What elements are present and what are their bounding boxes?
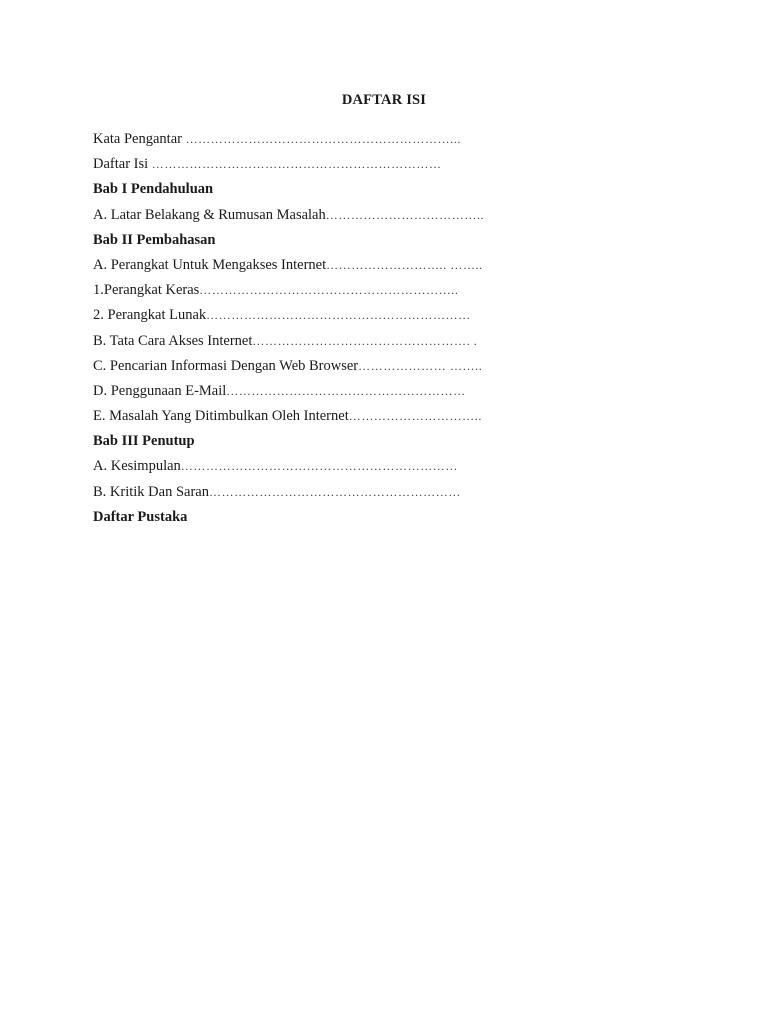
toc-leader: ……………………….. …….. [326,257,483,272]
toc-leader: ………………… …….. [358,358,483,373]
toc-chapter-bab-2 [93,230,553,255]
toc-leader: …………………………………………………………… [148,157,442,172]
toc-chapter-bab-3 [93,431,553,456]
toc-leader: ……………………………………………………… [206,308,471,323]
toc-leader: ……………………………………………. . [252,333,478,348]
toc-label: Daftar Isi [93,156,149,173]
toc-label: C. Pencarian Informasi Dengan Web Browser [93,357,359,374]
toc-leader: ………………………………………………………… [180,459,458,474]
toc-label: Kata Pengantar [93,131,182,147]
toc-entry-perangkat-keras [93,280,553,305]
toc-label: A. Perangkat Untuk Mengakses Internet [93,256,327,273]
toc-chapter-label: Bab I Pendahuluan [93,181,214,198]
toc-entry-perangkat-lunak [93,305,553,330]
toc-entry-pencarian [93,356,553,381]
toc-entry-kata-pengantar [93,129,553,154]
toc-chapter-label: Bab II Pembahasan [93,231,216,248]
toc-entry-email [93,381,553,406]
toc-entry-tata-cara [93,331,553,356]
toc-label: A. Latar Belakang & Rumusan Masalah [93,206,326,223]
toc-entry-daftar-isi [93,154,553,179]
toc-label: A. Kesimpulan [93,458,181,475]
toc-label: 2. Perangkat Lunak [93,307,207,324]
toc-entry-latar-belakang [93,205,553,230]
table-of-contents [93,129,553,532]
toc-chapter-daftar-pustaka [93,507,553,532]
toc-label: E. Masalah Yang Ditimbulkan Oleh Internet [93,408,349,425]
toc-entry-kesimpulan [93,456,553,481]
toc-entry-masalah [93,406,553,431]
toc-leader: …………………………………………………….. [199,283,459,298]
toc-chapter-bab-1 [93,179,553,204]
toc-chapter-label: Daftar Pustaka [93,508,188,525]
toc-label: B. Kritik Dan Saran [93,483,209,500]
page-title: DAFTAR ISI [341,92,427,108]
toc-label: 1.Perangkat Keras [93,282,200,299]
toc-leader: ……………………………….. [325,207,485,222]
toc-leader: ………………………………………………… [226,383,466,398]
toc-leader: ………………………….. [348,409,482,424]
toc-chapter-label: Bab III Penutup [93,433,195,450]
toc-label: D. Penggunaan E-Mail [93,382,227,399]
toc-entry-kritik-saran [93,482,553,507]
toc-leader: ………………………………………………………... [181,132,461,146]
toc-label: B. Tata Cara Akses Internet [93,332,253,349]
toc-leader: …………………………………………………… [208,484,461,499]
toc-entry-perangkat-akses [93,255,553,280]
